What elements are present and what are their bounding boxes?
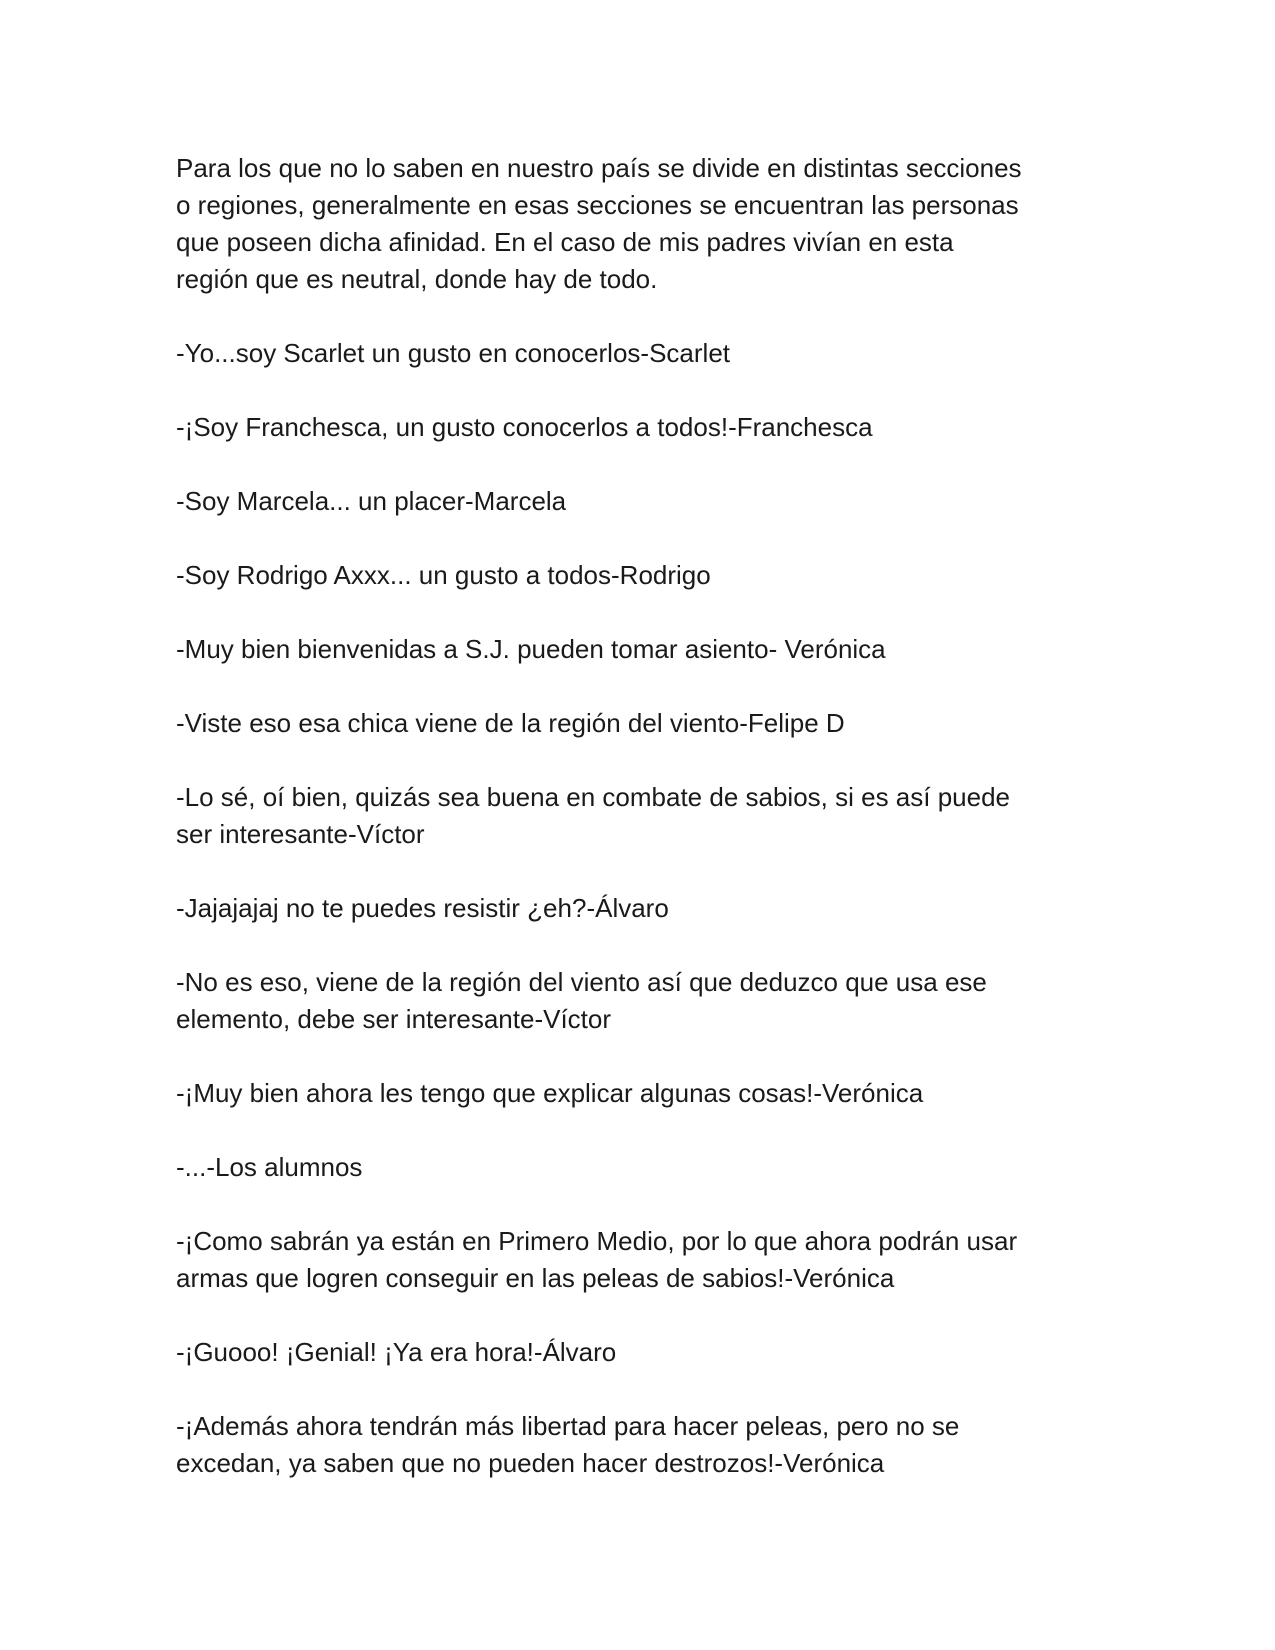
- dialogue-line: -Yo...soy Scarlet un gusto en conocerlos-Scarlet: [176, 338, 730, 368]
- dialogue-line: -¡Muy bien ahora les tengo que explicar algunas cosas!-Verónica: [176, 1078, 924, 1108]
- dialogue-line: -Soy Rodrigo Axxx... un gusto a todos-Rodrigo: [176, 560, 711, 590]
- dialogue-line: -¡Soy Franchesca, un gusto conocerlos a todos!-Franchesca: [176, 412, 873, 442]
- dialogue-line: -Viste eso esa chica viene de la región del viento-Felipe D: [176, 708, 845, 738]
- dialogue-line: -Soy Marcela... un placer-Marcela: [176, 486, 567, 516]
- dialogue-line: -¡Además ahora tendrán más libertad para hacer peleas, pero no se excedan, ya saben que no pueden hacer destrozos!-Verónica: [176, 1411, 960, 1478]
- dialogue-line: -...-Los alumnos: [176, 1152, 363, 1182]
- narration-paragraph: Para los que no lo saben en nuestro país se divide en distintas secciones o regiones, generalmente en esas secciones se encuentran las personas que poseen dicha afinidad. En el caso de mis padres vivían en esta región que es neutral, donde hay de todo.: [176, 153, 1022, 294]
- document-body: [176, 150, 1096, 1519]
- dialogue-line: -Jajajajaj no te puedes resistir ¿eh?-Álvaro: [176, 893, 669, 923]
- dialogue-line: -Muy bien bienvenidas a S.J. pueden tomar asiento- Verónica: [176, 634, 886, 664]
- dialogue-line: -¡Guooo! ¡Genial! ¡Ya era hora!-Álvaro: [176, 1337, 617, 1367]
- dialogue-line: -Lo sé, oí bien, quizás sea buena en combate de sabios, si es así puede ser interesante-Víctor: [176, 782, 1010, 849]
- dialogue-line: -¡Como sabrán ya están en Primero Medio, por lo que ahora podrán usar armas que logren conseguir en las peleas de sabios!-Verónica: [176, 1226, 1018, 1293]
- dialogue-line: -No es eso, viene de la región del viento así que deduzco que usa ese elemento, debe ser interesante-Víctor: [176, 967, 987, 1034]
